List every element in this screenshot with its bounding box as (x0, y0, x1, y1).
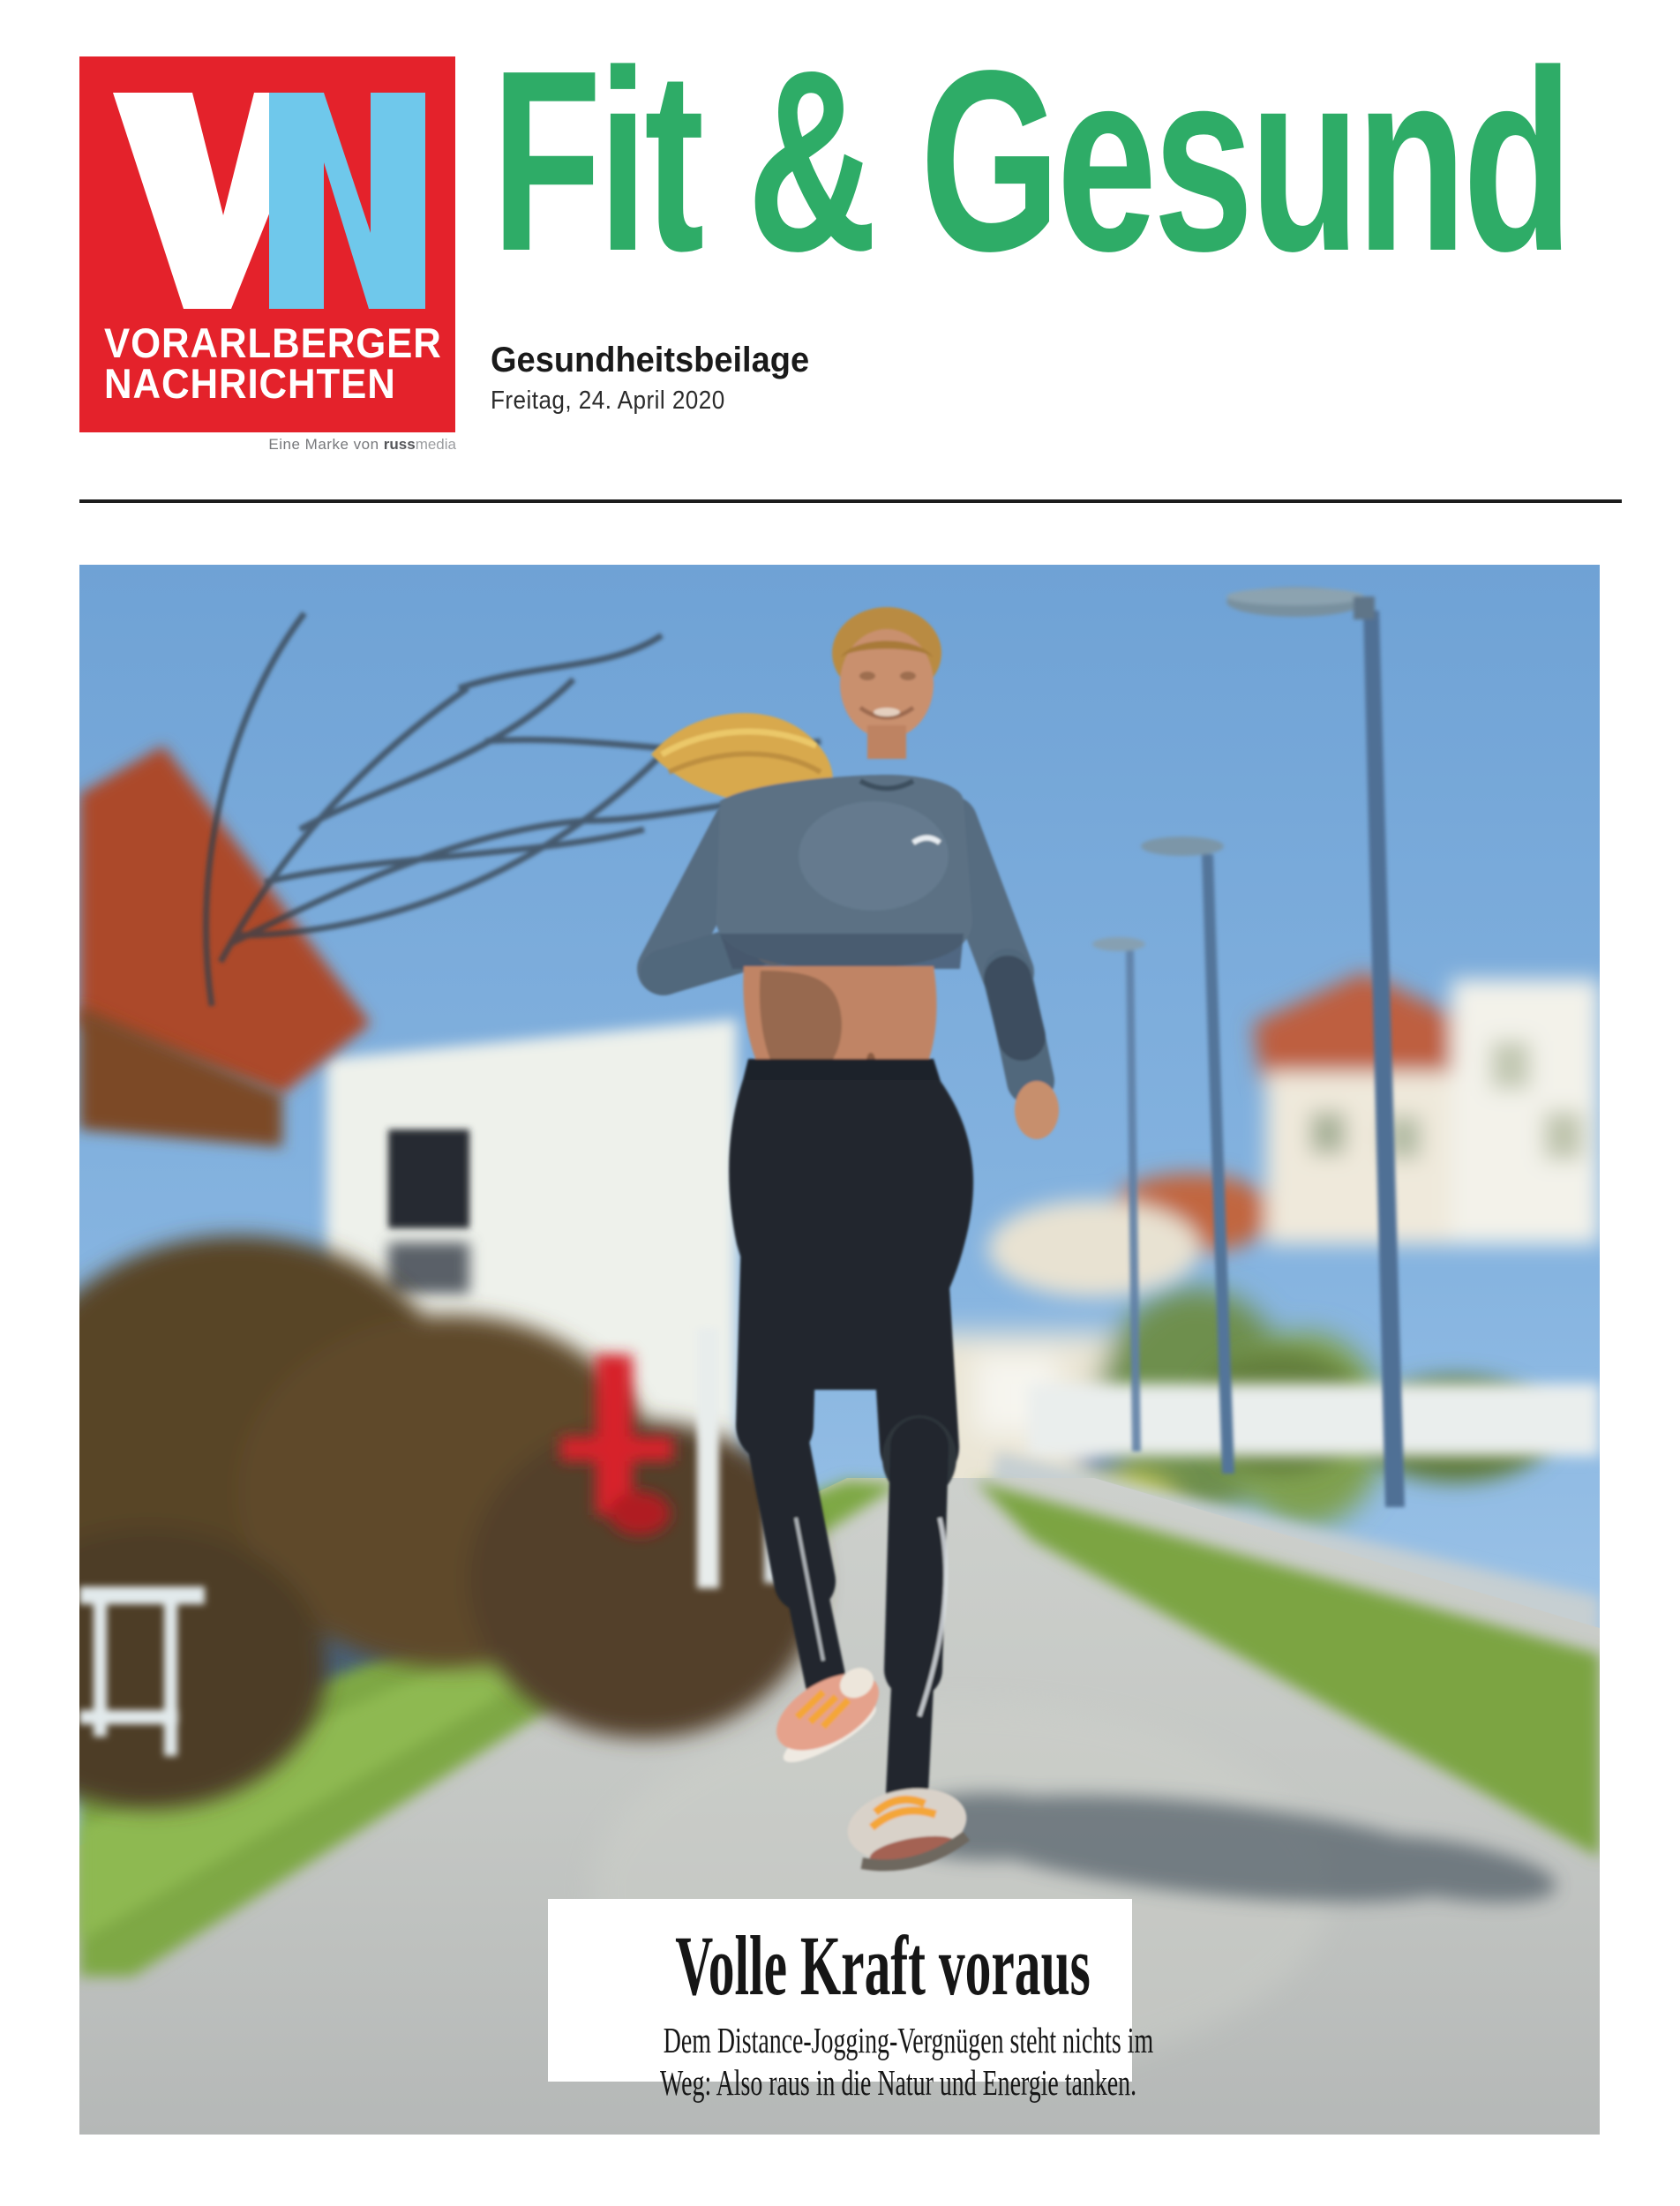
subheadline-line2: Weg: Also raus in die Natur und Energie tanken. (660, 2062, 1137, 2103)
date-line: Freitag, 24. April 2020 (491, 386, 725, 415)
tagline-brand-light: media (415, 436, 456, 453)
section-label: Gesundheitsbeilage (491, 341, 810, 379)
russmedia-tagline (212, 436, 456, 454)
tagline-brand-strong: russ (383, 436, 416, 453)
supplement-title: Fit & Gesund (491, 17, 1570, 304)
tagline-prefix: Eine Marke von (268, 436, 384, 453)
subheadline-line1: Dem Distance-Jogging-Vergnügen steht nichts im (663, 2020, 1154, 2060)
logo-letter-n-shape (269, 93, 425, 309)
logo-name-line1: VORARLBERGER (104, 319, 442, 366)
cover-subheadline (548, 2019, 1154, 2104)
right-hand (1015, 1081, 1059, 1139)
vn-logo (79, 56, 455, 432)
logo-name-line2: NACHRICHTEN (104, 360, 396, 407)
right-leg (904, 1200, 919, 1447)
left-leg (775, 1200, 781, 1425)
caption-box (548, 1899, 1154, 2103)
neck (867, 725, 906, 759)
masthead-divider-rule (79, 499, 1622, 503)
cover-headline: Volle Kraft voraus (675, 1918, 1091, 2013)
